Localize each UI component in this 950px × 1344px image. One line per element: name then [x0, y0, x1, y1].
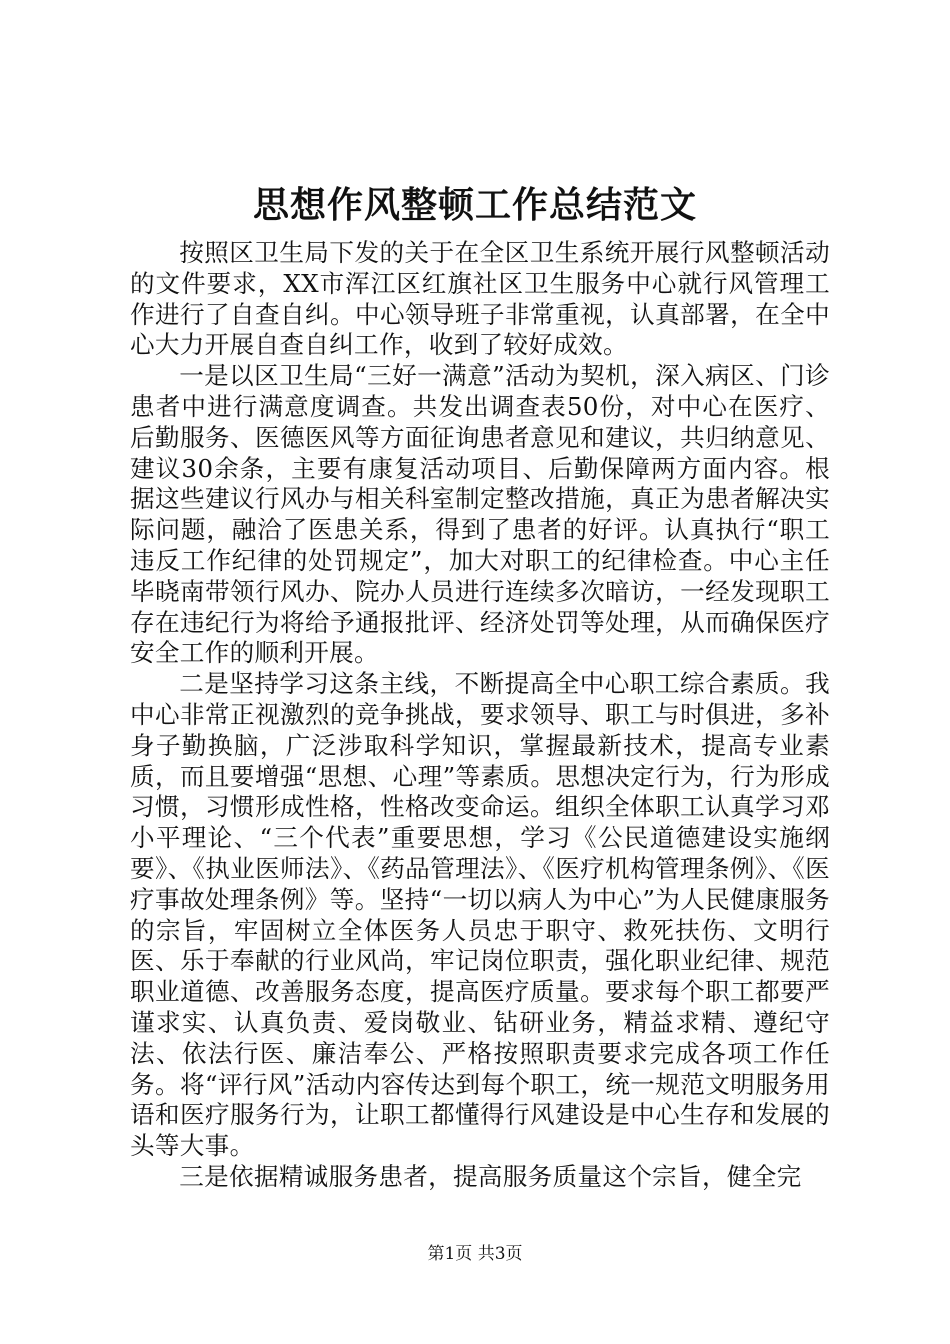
- paragraph-point-two: 二是坚持学习这条主线，不断提高全中心职工综合素质。我中心非常正视激烈的竞争挑战，要求领导、职工与时俱进，多补身子勤换脑，广泛涉取科学知识，掌握最新技术，提高专业素质，而且要增强“思想、心理”等素质。思想决定行为，行为形成习惯，习惯形成性格，性格改变命运。组织全体职工认真学习邓小平理论、“三个代表”重要思想，学习《公民道德建设实施纲要》、《执业医师法》、《药品管理法》、《医疗机构管理条例》、《医疗事故处理条例》等。坚持“一切以病人为中心”为人民健康服务的宗旨，牢固树立全体医务人员忠于职守、救死扶伤、文明行医、乐于奉献的行业风尚，牢记岗位职责，强化职业纪律、规范职业道德、改善服务态度，提高医疗质量。要求每个职工都要严谨求实、认真负责、爱岗敬业、钻研业务，精益求精、遵纪守法、依法行医、廉洁奉公、严格按照职责要求完成各项工作任务。将“评行风”活动内容传达到每个职工，统一规范文明服务用语和医疗服务行为，让职工都懂得行风建设是中心生存和发展的头等大事。: [130, 669, 830, 1161]
- paragraph-intro: 按照区卫生局下发的关于在全区卫生系统开展行风整顿活动的文件要求，XX市浑江区红旗社区卫生服务中心就行风管理工作进行了自查自纠。中心领导班子非常重视，认真部署，在全中心大力开展自查自纠工作，收到了较好成效。: [130, 238, 830, 360]
- paragraph-point-one: 一是以区卫生局“三好一满意”活动为契机，深入病区、门诊患者中进行满意度调查。共发出调查表50份，对中心在医疗、后勤服务、医德医风等方面征询患者意见和建议，共归纳意见、建议30余条，主要有康复活动项目、后勤保障两方面内容。根据这些建议行风办与相关科室制定整改措施，真正为患者解决实际问题，融洽了医患关系，得到了患者的好评。认真执行“职工违反工作纪律的处罚规定”，加大对职工的纪律检查。中心主任毕晓南带领行风办、院办人员进行连续多次暗访，一经发现职工存在违纪行为将给予通报批评、经济处罚等处理，从而确保医疗安全工作的顺利开展。: [130, 361, 830, 668]
- page-number-footer: 第1页 共3页: [427, 1244, 523, 1264]
- paragraph-point-three: 三是依据精诚服务患者，提高服务质量这个宗旨，健全完: [179, 1161, 802, 1191]
- document-title: 思想作风整顿工作总结范文: [252, 184, 697, 226]
- document-body: [130, 238, 830, 1193]
